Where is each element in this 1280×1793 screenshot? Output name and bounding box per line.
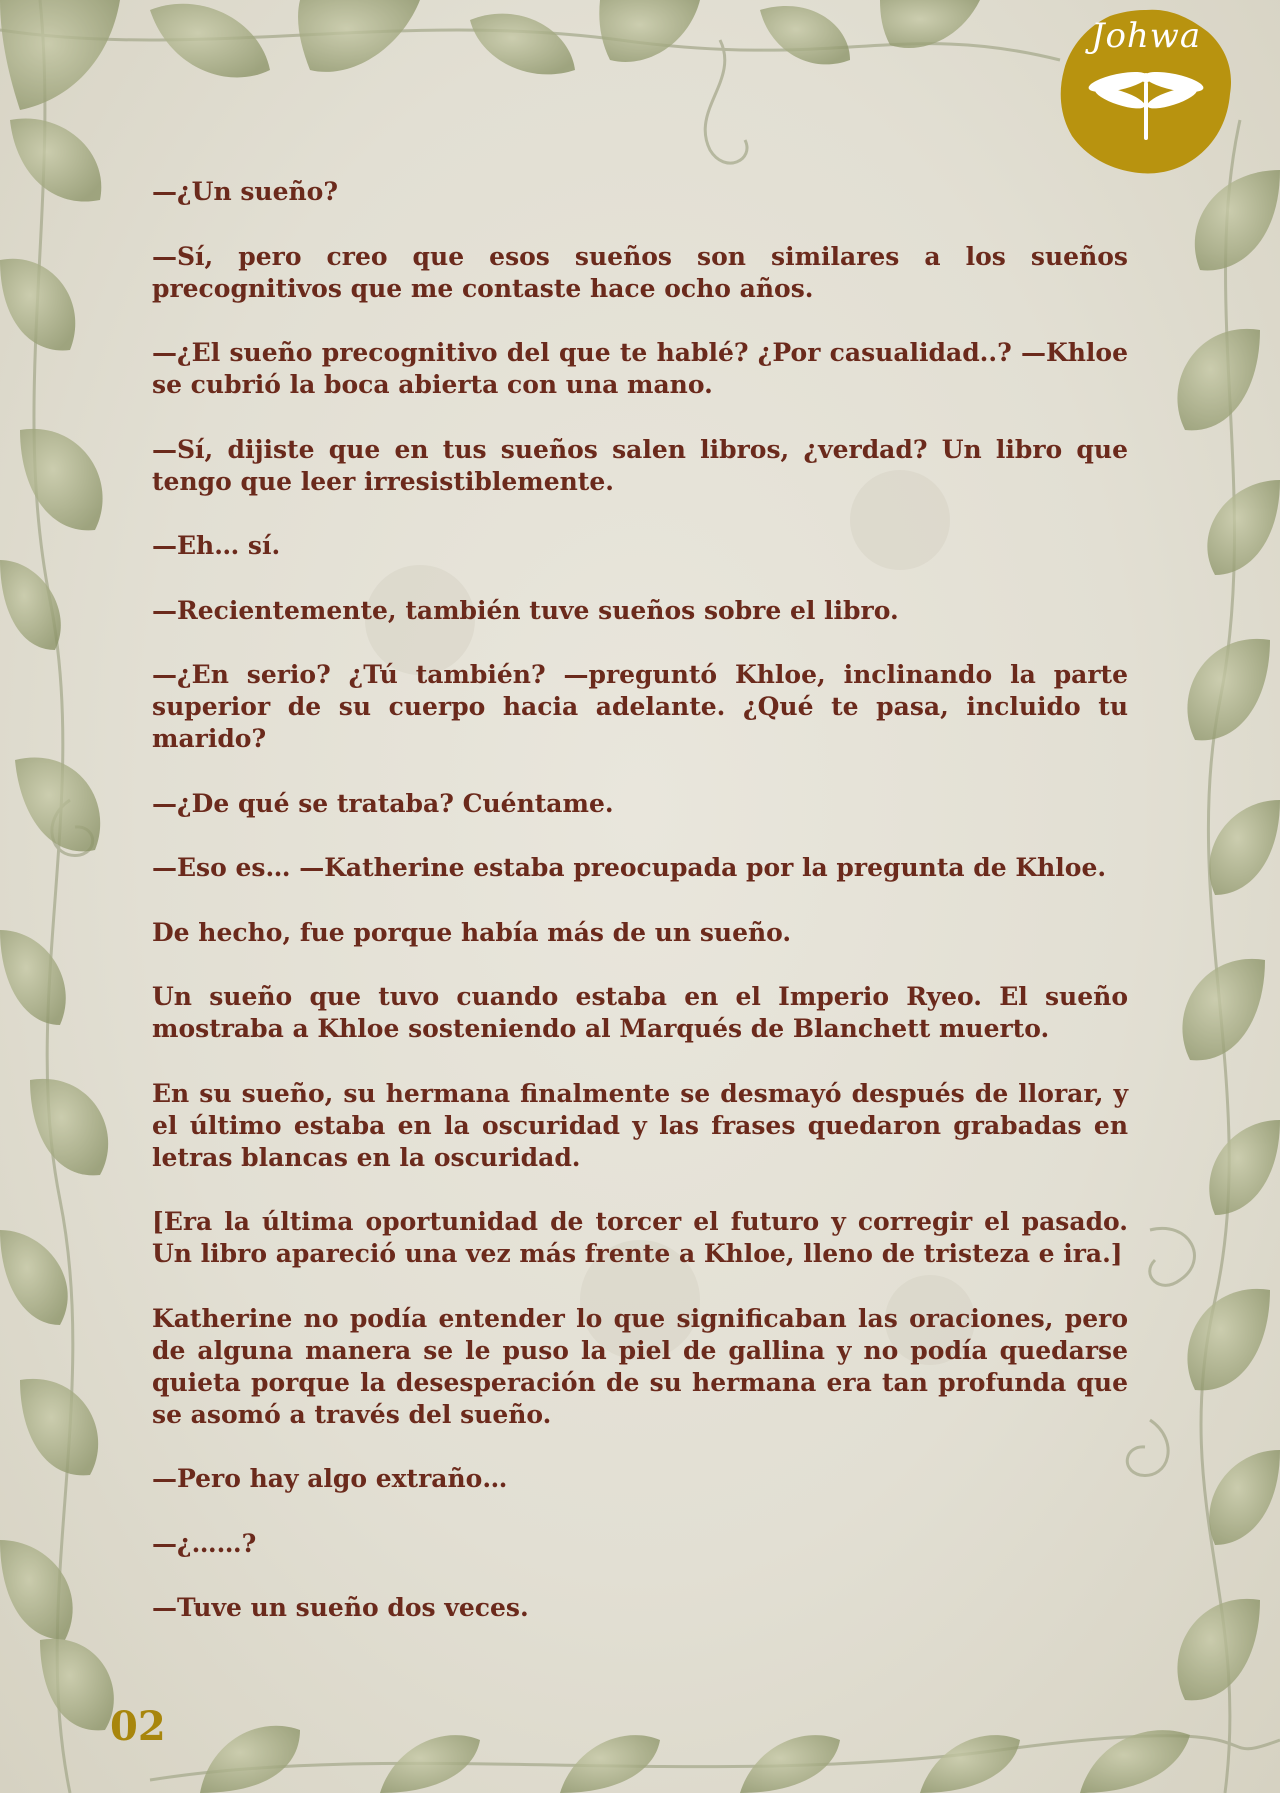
- paragraph: —¿En serio? ¿Tú también? —preguntó Khloe, inclinando la parte superior de su cuerpo hacia adelante. ¿Qué te pasa, incluido tu marido?: [152, 660, 1128, 753]
- paragraph: Katherine no podía entender lo que significaban las oraciones, pero de alguna manera se le puso la piel de gallina y no podía quedarse quieta porque la desesperación de su hermana era tan profunda que se asomó a través del sueño.: [152, 1303, 1128, 1429]
- paragraph: [Era la última oportunidad de torcer el futuro y corregir el pasado. Un libro apareció una vez más frente a Khloe, lleno de tristeza e ira.]: [152, 1207, 1128, 1268]
- paragraph: —Tuve un sueño dos veces.: [152, 1593, 529, 1622]
- logo-text: Johwa: [1090, 16, 1202, 56]
- paragraph: —¿Un sueño?: [152, 177, 338, 206]
- paragraph: Un sueño que tuvo cuando estaba en el Imperio Ryeo. El sueño mostraba a Khloe sosteniendo al Marqués de Blanchett muerto.: [152, 982, 1128, 1043]
- paragraph: —¿……?: [152, 1528, 257, 1558]
- paragraph: —¿El sueño precognitivo del que te hablé? ¿Por casualidad..? —Khloe se cubrió la boca abierta con una mano.: [152, 338, 1128, 399]
- paragraph: De hecho, fue porque había más de un sueño.: [152, 917, 792, 947]
- paragraph: —Eh… sí.: [152, 531, 281, 560]
- paragraph: —Recientemente, también tuve sueños sobre el libro.: [152, 595, 899, 625]
- johwa-logo: [1058, 6, 1234, 176]
- paragraph: —Pero hay algo extraño…: [152, 1464, 508, 1493]
- paragraph: —Sí, pero creo que esos sueños son similares a los sueños precognitivos que me contaste hace ocho años.: [152, 241, 1128, 303]
- paragraph: —¿De qué se trataba? Cuéntame.: [152, 788, 614, 818]
- page-number: 02: [110, 1703, 166, 1750]
- paragraph: —Sí, dijiste que en tus sueños salen libros, ¿verdad? Un libro que tengo que leer irresistiblemente.: [152, 434, 1128, 496]
- story-text: [152, 176, 1128, 1657]
- paragraph: —Eso es… —Katherine estaba preocupada por la pregunta de Khloe.: [152, 853, 1107, 882]
- paragraph: En su sueño, su hermana finalmente se desmayó después de llorar, y el último estaba en la oscuridad y las frases quedaron grabadas en letras blancas en la oscuridad.: [152, 1078, 1128, 1172]
